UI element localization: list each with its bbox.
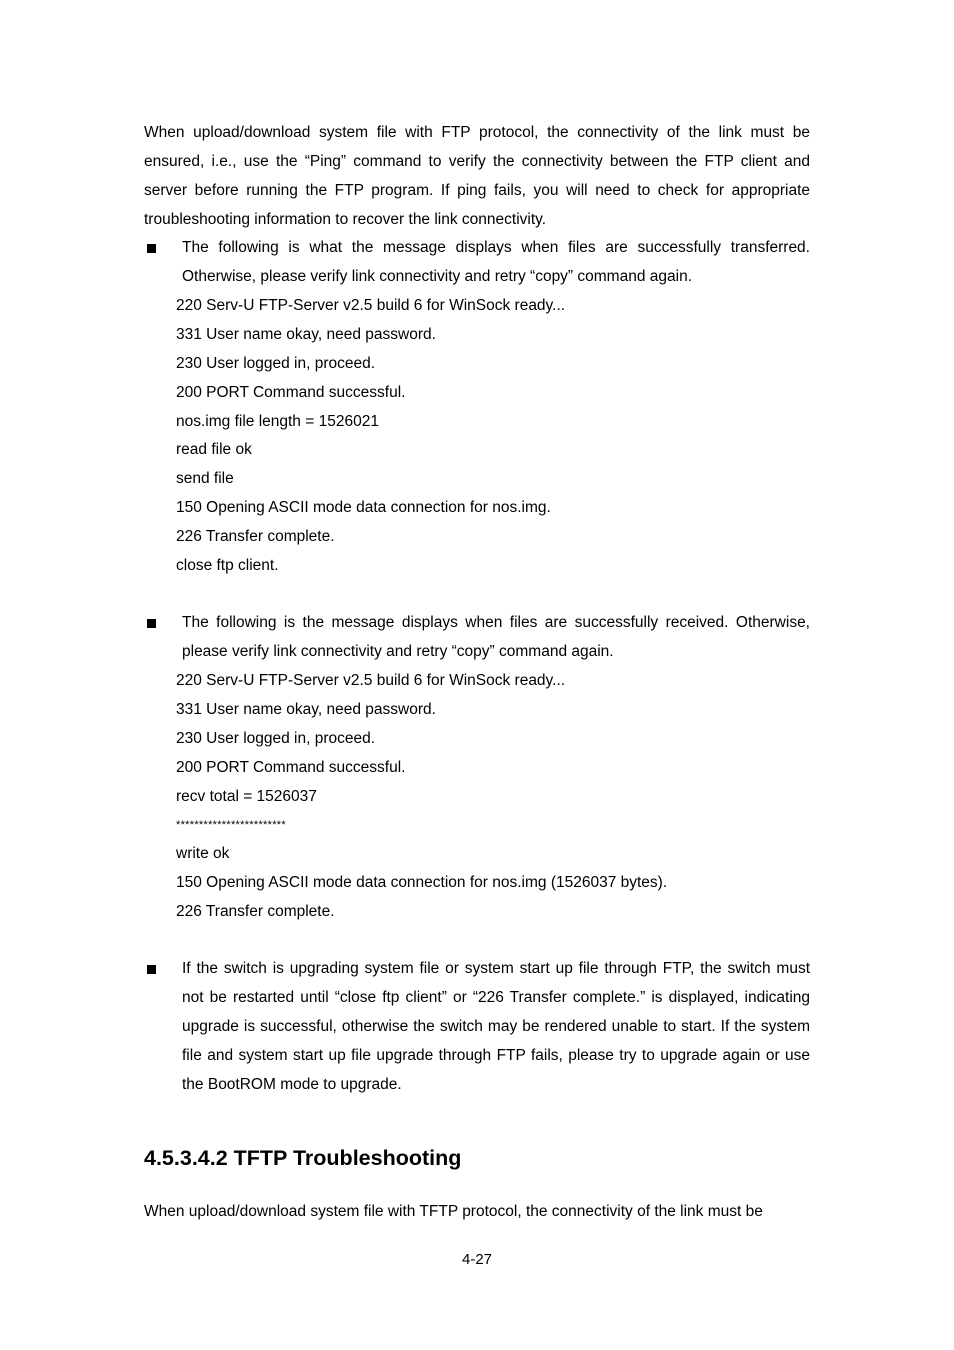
message-line: nos.img file length = 1526021 — [176, 412, 379, 430]
square-bullet-icon — [147, 244, 156, 253]
intro-paragraph: When upload/download system file with FTP protocol, the connectivity of the link must be ensured, i.e., use the “Ping” command to verify the connectivity between the FTP client and server before running the FTP program. If ping fails, you will need to check for appropriate troubleshooting information to recover the link connectivity. — [144, 124, 810, 228]
bullet-text: The following is the message displays when files are successfully received. Otherwise, please verify link connectivity and retry “copy” command again. — [182, 614, 810, 660]
receive-message-list — [176, 667, 667, 927]
tftp-paragraph: When upload/download system file with TFTP protocol, the connectivity of the link must be — [144, 1203, 763, 1220]
section-heading: 4.5.3.4.2 TFTP Troubleshooting — [144, 1146, 462, 1170]
message-line: 331 User name okay, need password. — [176, 700, 436, 718]
page-number: 4-27 — [461, 1251, 493, 1268]
bullet-item-transfer — [144, 234, 810, 292]
transfer-message-list — [176, 292, 565, 581]
message-line: 230 User logged in, proceed. — [176, 729, 376, 747]
bullet-text: The following is what the message displays when files are successfully transferred. Otherwise, please verify link connectivity and retry “copy” command again. — [182, 239, 810, 285]
square-bullet-icon — [147, 965, 156, 974]
message-line: 200 PORT Command successful. — [176, 758, 406, 776]
message-line: 230 User logged in, proceed. — [176, 354, 376, 372]
message-line: send file — [176, 470, 234, 488]
message-line: 331 User name okay, need password. — [176, 325, 436, 343]
message-line: 220 Serv-U FTP-Server v2.5 build 6 for WinSock ready... — [176, 297, 566, 314]
message-line: 200 PORT Command successful. — [176, 383, 406, 401]
message-line: 226 Transfer complete. — [176, 903, 335, 921]
message-line: 226 Transfer complete. — [176, 528, 335, 546]
bullet-item-upgrade-warning — [144, 955, 810, 1100]
message-line: close ftp client. — [176, 557, 279, 575]
progress-stars-line: ************************ — [176, 819, 286, 832]
message-line: 220 Serv-U FTP-Server v2.5 build 6 for WinSock ready... — [176, 672, 566, 689]
square-bullet-icon — [147, 619, 156, 628]
message-line: read file ok — [176, 441, 252, 459]
bullet-item-receive — [144, 609, 810, 667]
message-line: 150 Opening ASCII mode data connection for nos.img. — [176, 499, 551, 517]
message-line: recv total = 1526037 — [176, 787, 317, 805]
message-line: write ok — [176, 845, 230, 863]
bullet-text: If the switch is upgrading system file or system start up file through FTP, the switch must not be restarted until “close ftp client” or “226 Transfer complete.” is displayed, indicating upgrade is successful, otherwise the switch may be rendered unable to start. If the system file and system start up file upgrade through FTP fails, please try to upgrade again or use the BootROM mode to upgrade. — [182, 960, 810, 1093]
message-line: 150 Opening ASCII mode data connection for nos.img (1526037 bytes). — [176, 874, 668, 892]
